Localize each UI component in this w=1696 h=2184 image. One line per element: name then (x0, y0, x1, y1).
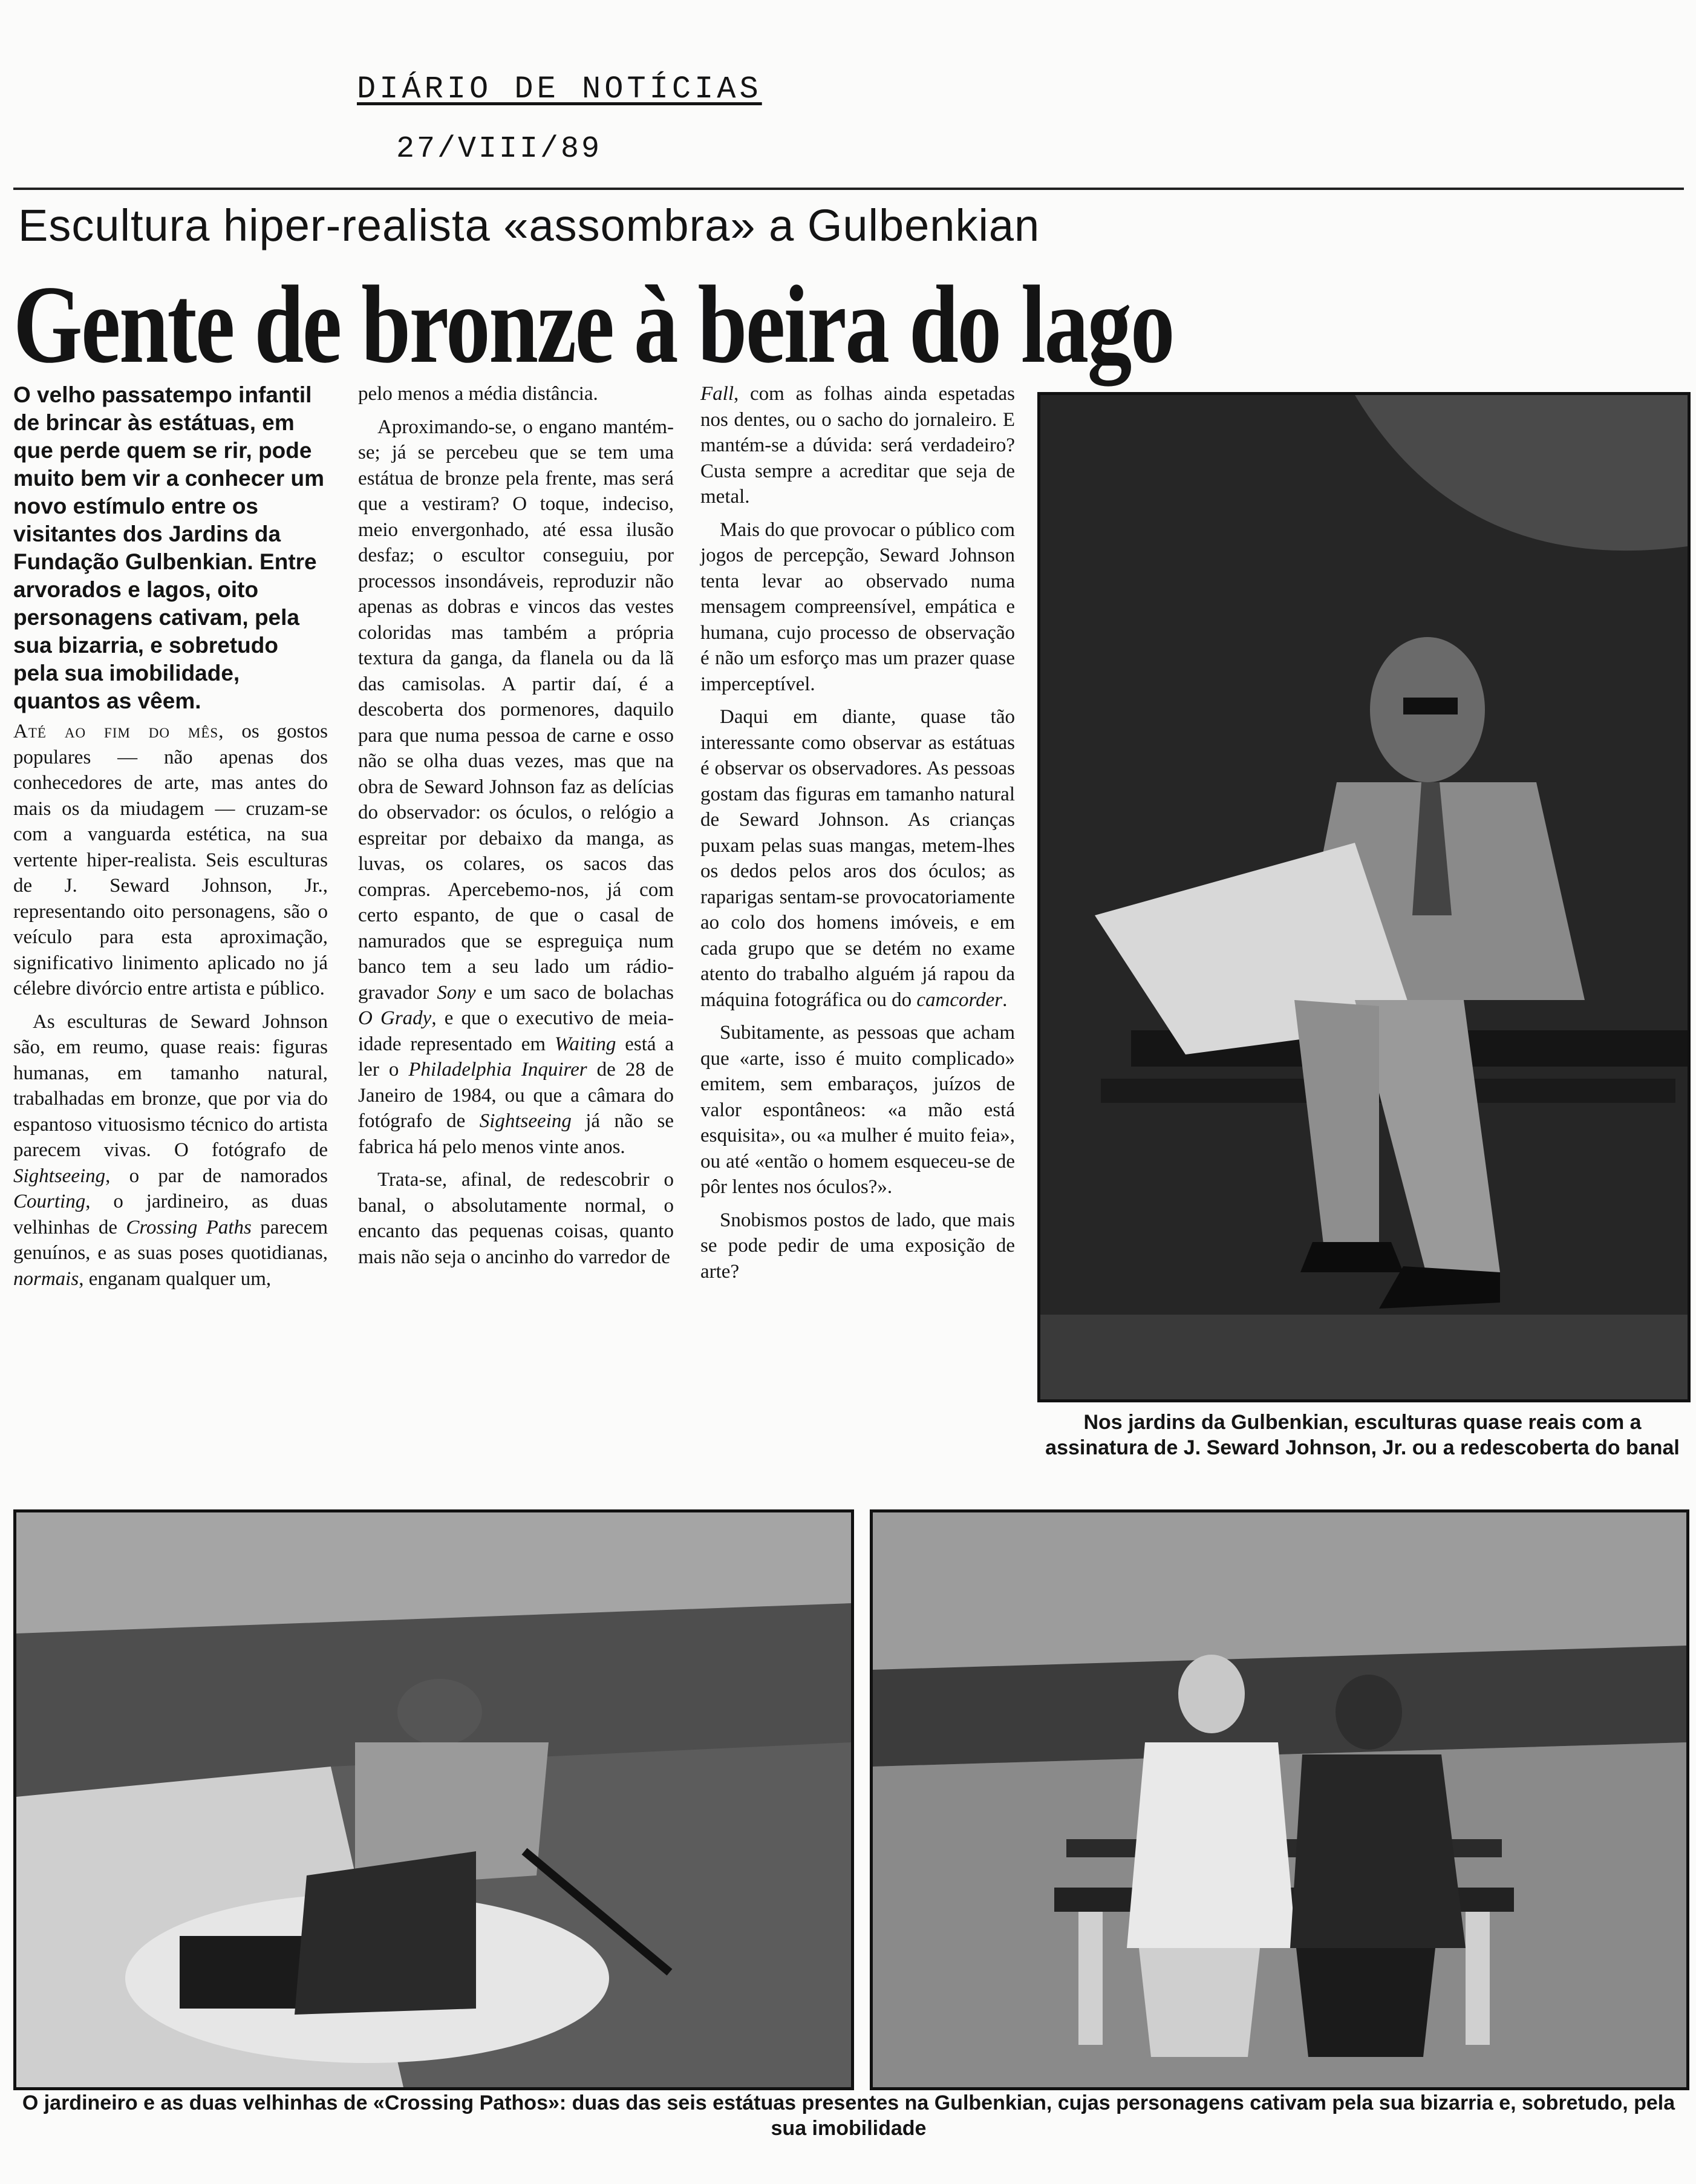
photo-illustration (1040, 395, 1688, 1399)
brand-name: O Grady (358, 1007, 432, 1029)
paragraph-text: e um saco de bolachas (475, 981, 674, 1004)
paragraph: Trata-se, afinal, de redescobrir o banal, o absolutamente normal, o encanto das pequenas coisas, quanto mais não seja o ancinho do varredor de (358, 1169, 674, 1268)
paragraph-text: parecem genuínos, e as suas poses quotidianas, (13, 1216, 328, 1264)
paragraph (700, 381, 1015, 510)
photo-caption-reader: Nos jardins da Gulbenkian, esculturas quase reais com a assinatura de J. Seward Johnson, Jr. ou a redescoberta do banal (1045, 1411, 1680, 1459)
newspaper-title: Philadelphia Inquirer (408, 1059, 587, 1081)
paragraph: Snobismos postos de lado, que mais se pode pedir de uma exposição de arte? (700, 1209, 1015, 1283)
paragraph-text: Aproximando-se, o engano mantém-se; já se percebeu que se tem uma estátua de bronze pela frente, mas será que a vestiram? O toque, indeciso, meio envergonhado, até essa ilusão desfaz; o escultor conseguiu, por processos insondáveis, reproduzir não apenas as dobras e vincos das vestes coloridas mas também a própria textura da ganga, da flanela ou da lã das camisolas. A partir daí, é a descoberta dos pormenores, daquilo para que numa pessoa de carne e osso não se olha duas vezes, mas que na obra de Seward Johnson faz as delícias do observador: os óculos, o relógio a espreitar por debaixo da manga, as luvas, os colares, os sacos das compras. Apercebemo-nos, já com certo espanto, de que o casal de namurados que se espreguiça num banco tem a seu lado um rádio-gravador (358, 416, 674, 1004)
photo-illustration (873, 1512, 1686, 2087)
article-lead: O velho passatempo infantil de brincar às estátuas, em que perde quem se rir, pode muito bem vir a conhecer um novo estímulo entre os visitantes dos Jardins da Fundação Gulbenkian. Entre arvorados e lagos, oito personagens cativam, pela sua bizarria, e sobretudo pela sua imobilidade, quantos as vêem. (13, 382, 325, 713)
work-title: Courting (13, 1191, 86, 1212)
paragraph-text: , o jardineiro, as duas velhinhas de (13, 1191, 328, 1238)
headline: Gente de bronze à beira do lago (13, 263, 1174, 386)
paragraph-text: de 28 de Janeiro de 1984, ou que a câmara do fotógrafo de (358, 1059, 674, 1132)
paragraph (13, 1009, 328, 1292)
brand-name: Sony (437, 981, 476, 1004)
newspaper-name: DIÁRIO DE NOTÍCIAS (357, 71, 762, 107)
photo-man-reading-newspaper (1037, 392, 1691, 1402)
work-title: Sightseeing (13, 1165, 106, 1187)
kicker: Escultura hiper-realista «assombra» a Gulbenkian (18, 200, 1040, 250)
article-column-3 (700, 381, 1015, 1292)
paragraph (13, 719, 328, 1002)
photo-illustration (16, 1512, 851, 2087)
photo-caption-bottom: O jardineiro e as duas velhinhas de «Crossing Pathos»: duas das seis estátuas presentes na Gulbenkian, cujas personagens cativam pela sua bizarria e, sobretudo, pela sua imobilidade (22, 2091, 1675, 2140)
work-title: Waiting (554, 1033, 616, 1055)
paragraph-text: , e que o executivo de meia-idade representado em (358, 1007, 674, 1055)
emphasis: camcorder (916, 989, 1003, 1011)
paragraph: pelo menos a média distância. (358, 383, 598, 405)
paragraph-text: está a ler o (358, 1033, 674, 1081)
paragraph-text: os gostos populares — não apenas dos conhecedores de arte, mas antes do mais os da miudagem — cruzam-se com a vanguarda estética, na sua vertente hiper-realista. Seis esculturas de J. Seward Johnson, Jr., representando oito personagens, são o veículo para esta aproximação, significativo linimento aplicado no já célebre divórcio entre artista e público. (13, 721, 328, 999)
work-title: Crossing Paths (126, 1216, 252, 1238)
article-column-2 (358, 381, 674, 1277)
paragraph: Subitamente, as pessoas que acham que «arte, isso é muito complicado» emitem, sem embaraços, juízos de valor espontâneos: «a mão está esquisita», ou «a mulher é muito feia», ou até «então o homem esqueceu-se de pôr lentes nos óculos?». (700, 1022, 1015, 1198)
paragraph-text: Daqui em diante, quase tão interessante como observar as estátuas é observar os observadores. As pessoas gostam das figuras em tamanho natural de Seward Johnson. As crianças puxam pelas suas mangas, metem-lhes os dedos pelos aros dos óculos; as raparigas sentam-se provocatoriamente ao colo dos homens imóveis, e em cada grupo que se detém no exame atento do trabalho alguém já rapou da máquina fotográfica ou do (700, 706, 1015, 1011)
dropcaps-opening: Até ao fim do mês, (13, 721, 224, 742)
header-rule (13, 188, 1684, 190)
paragraph-text: , com as folhas ainda espetadas nos dentes, ou o sacho do jornaleiro. E mantém-se a dúvida: será verdadeiro? Custa sempre a acreditar que seja de metal. (700, 383, 1015, 508)
photo-gardener-statue (13, 1509, 854, 2090)
work-title: Sightseeing (479, 1110, 572, 1132)
emphasis: normais (13, 1267, 79, 1290)
paragraph-text: já não se fabrica há pelo menos vinte anos. (358, 1110, 674, 1158)
photo-crossing-paths-statues (870, 1509, 1689, 2090)
paragraph-text: . (1002, 989, 1008, 1011)
paragraph (700, 704, 1015, 1013)
paragraph: Mais do que provocar o público com jogos de percepção, Seward Johnson tenta levar ao observado numa mensagem compreensível, empática e humana, cujo processo de observação é não um esforço mas um prazer quase imperceptível. (700, 518, 1015, 695)
paragraph-text: , enganam qualquer um, (79, 1267, 272, 1290)
work-title: Fall (700, 383, 734, 405)
article-column-1 (13, 381, 328, 1299)
issue-date: 27/VIII/89 (396, 132, 602, 166)
paragraph-text: , o par de namorados (105, 1165, 328, 1187)
paragraph-text: As esculturas de Seward Johnson são, em reumo, quase reais: figuras humanas, em tamanho natural, trabalhadas em bronze, que por via do espantoso vituosismo técnico do artista parecem vivas. O fotógrafo de (13, 1010, 328, 1161)
paragraph (358, 414, 674, 1160)
